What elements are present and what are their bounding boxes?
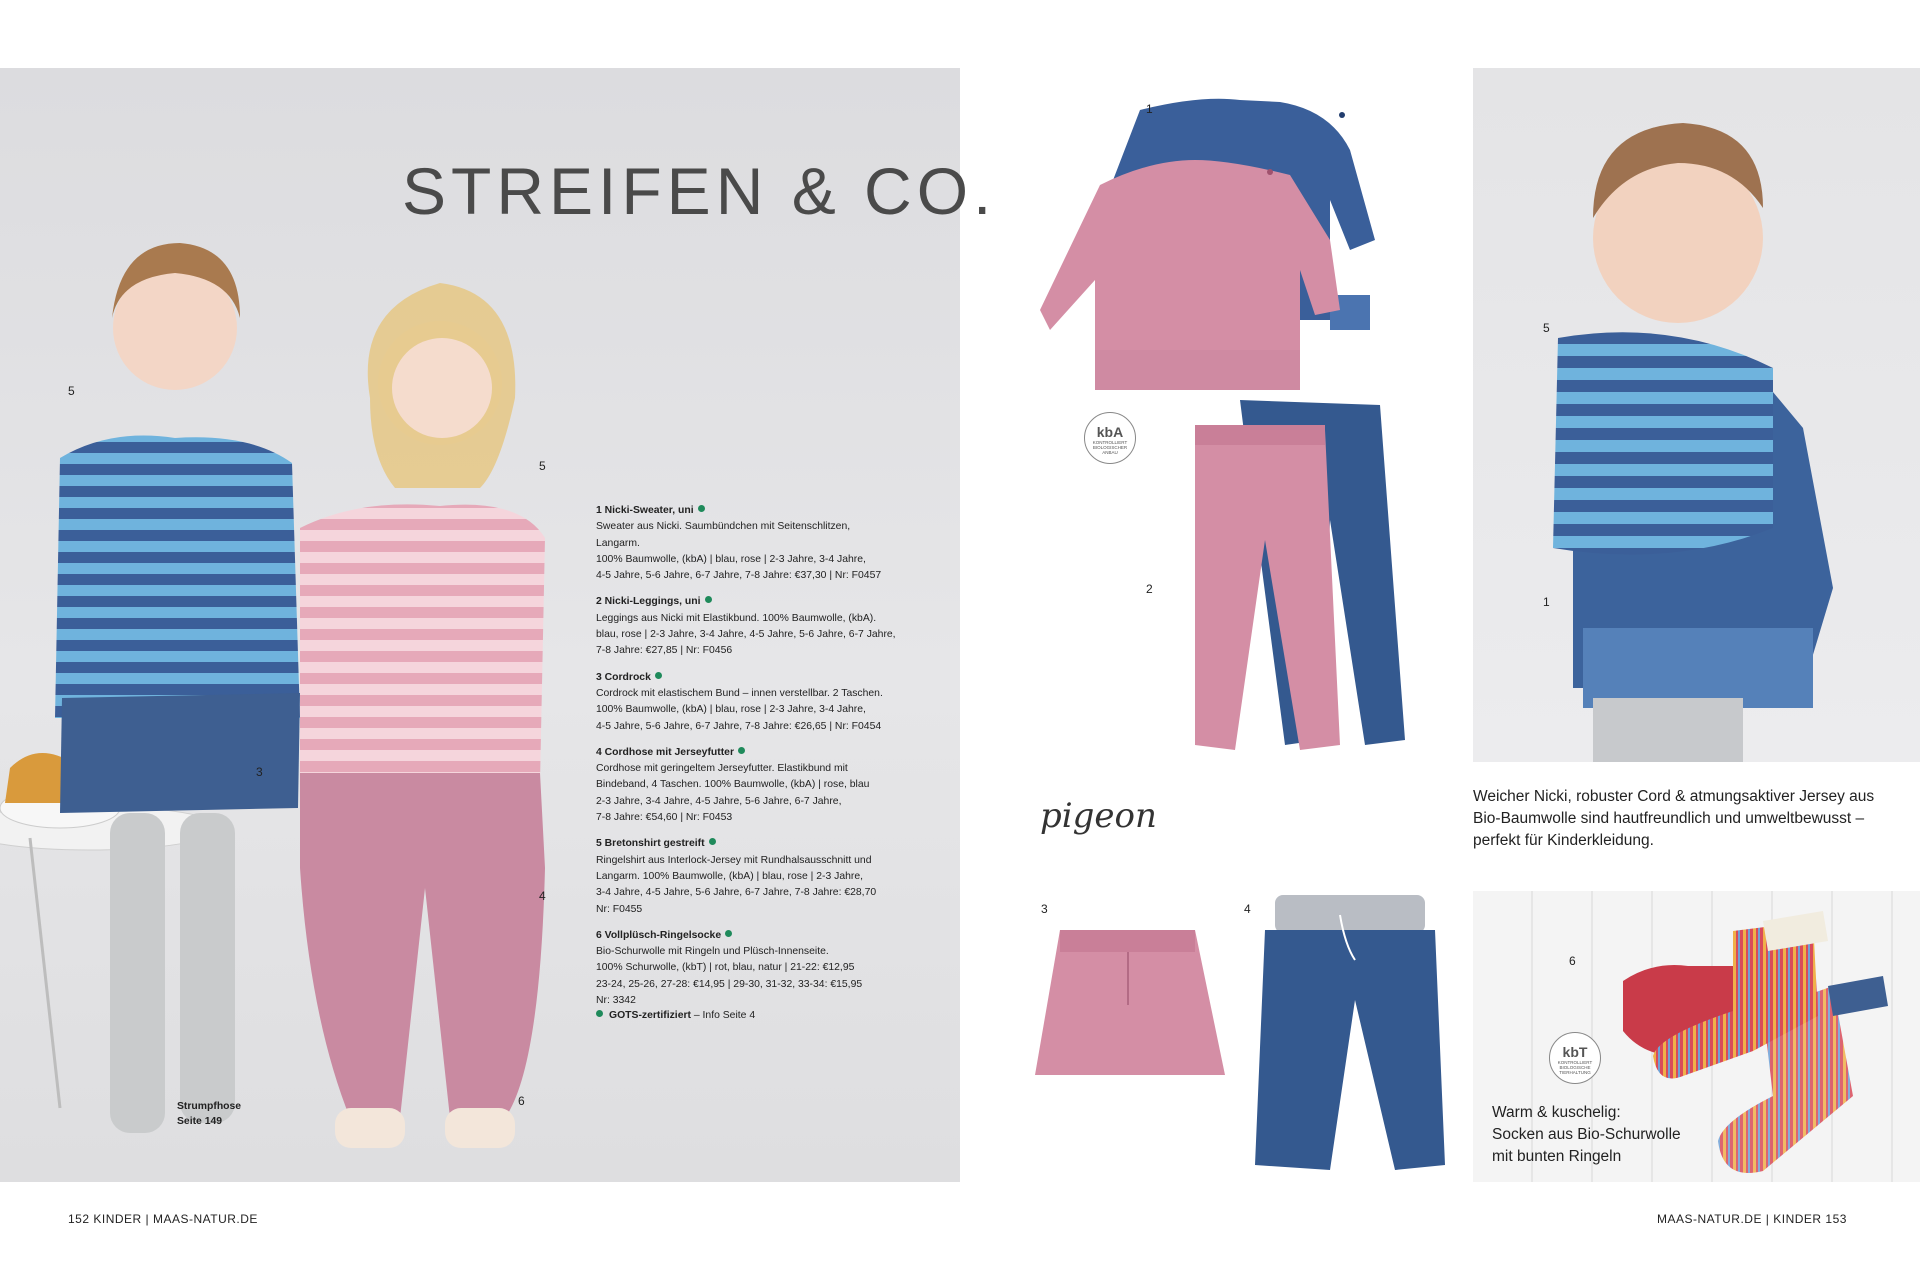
- item-number-marker: 4: [539, 889, 546, 903]
- corduroy-pants-product-image: [1245, 890, 1445, 1180]
- kba-badge-subtitle: KONTROLLIERT BIOLOGISCHER ANBAU: [1092, 440, 1128, 455]
- boy-photo: [1473, 68, 1920, 762]
- gots-dot-icon: [596, 1010, 603, 1017]
- skirt-product-image: [1030, 925, 1240, 1085]
- product-line: Sweater aus Nicki. Saumbündchen mit Seitenschlitzen, Langarm.: [596, 521, 851, 549]
- product-entry: [596, 503, 896, 584]
- product-entry: [596, 594, 896, 659]
- item-number-marker: 1: [1146, 102, 1153, 116]
- product-entry: [596, 670, 896, 735]
- product-entry: [596, 745, 896, 826]
- socks-caption-line: Warm & kuschelig:: [1492, 1104, 1621, 1121]
- gots-dot-icon: [655, 672, 662, 679]
- boy-photo-illustration: [1473, 68, 1920, 762]
- product-line: Leggings aus Nicki mit Elastikbund. 100% Baumwolle, (kbA).: [596, 612, 877, 624]
- tights-page: Seite 149: [177, 1116, 223, 1127]
- product-entry: [596, 836, 896, 917]
- item-number-marker: 6: [518, 1094, 525, 1108]
- product-line: 23-24, 25-26, 27-28: €14,95 | 29-30, 31-32, 33-34: €15,95: [596, 978, 863, 990]
- product-title: 5 Bretonshirt gestreift: [596, 838, 705, 850]
- page-headline: STREIFEN & CO.: [402, 154, 997, 228]
- item-number-marker: 5: [539, 459, 546, 473]
- item-number-marker: 4: [1244, 902, 1251, 916]
- item-number-marker: 5: [1543, 321, 1550, 335]
- gots-suffix: – Info Seite 4: [690, 1010, 756, 1021]
- product-title: 2 Nicki-Leggings, uni: [596, 596, 701, 608]
- product-line: Nr: F0455: [596, 903, 643, 915]
- item-number-marker: 5: [68, 384, 75, 398]
- gots-note: [596, 1010, 755, 1021]
- gots-dot-icon: [705, 596, 712, 603]
- gots-dot-icon: [725, 930, 732, 937]
- kbt-badge-subtitle: KONTROLLIERT BIOLOGISCHE TIERHALTUNG: [1557, 1060, 1593, 1075]
- product-title: 6 Vollplüsch-Ringelsocke: [596, 929, 722, 941]
- product-line: 4-5 Jahre, 5-6 Jahre, 6-7 Jahre, 7-8 Jahre: €37,30 | Nr: F0457: [596, 570, 882, 582]
- sweater-product-image: [1030, 90, 1450, 390]
- product-entry: [596, 928, 896, 1009]
- kba-badge-title: kbA: [1096, 424, 1124, 440]
- product-line: Bio-Schurwolle mit Ringeln und Plüsch-Innenseite.: [596, 946, 829, 958]
- product-line: 100% Baumwolle, (kbA) | blau, rose | 2-3 Jahre, 3-4 Jahre,: [596, 704, 866, 716]
- item-number-marker: 6: [1569, 954, 1576, 968]
- product-line: Langarm. 100% Baumwolle, (kbA) | blau, rose | 2-3 Jahre,: [596, 870, 864, 882]
- product-title: 3 Cordrock: [596, 671, 651, 683]
- product-line: Nr: 3342: [596, 995, 636, 1007]
- pigeon-brand-logo: pigeon: [1040, 796, 1157, 836]
- product-line: 7-8 Jahre: €27,85 | Nr: F0456: [596, 645, 733, 657]
- product-title: 1 Nicki-Sweater, uni: [596, 505, 694, 516]
- socks-caption-line: Socken aus Bio-Schurwolle: [1492, 1126, 1681, 1143]
- tights-label: Strumpfhose: [177, 1101, 242, 1112]
- product-line: Cordrock mit elastischem Bund – innen verstellbar. 2 Taschen.: [596, 687, 883, 699]
- gots-dot-icon: [698, 505, 705, 512]
- kbt-badge: [1549, 1032, 1601, 1084]
- item-number-marker: 1: [1543, 595, 1550, 609]
- product-line: Cordhose mit geringeltem Jerseyfutter. Elastikbund mit: [596, 763, 848, 775]
- product-descriptions: [596, 503, 896, 1019]
- gots-dot-icon: [738, 747, 745, 754]
- feature-caption: Weicher Nicki, robuster Cord & atmungsaktiver Jersey aus Bio-Baumwolle sind hautfreundlich und umweltbewusst – perfekt für Kinderkleidung.: [1473, 788, 1875, 849]
- product-line: 3-4 Jahre, 4-5 Jahre, 5-6 Jahre, 6-7 Jahre, 7-8 Jahre: €28,70: [596, 887, 877, 899]
- socks-caption: [1492, 1102, 1732, 1168]
- product-line: 100% Baumwolle, (kbA) | blau, rose | 2-3 Jahre, 3-4 Jahre,: [596, 553, 866, 565]
- product-line: blau, rose | 2-3 Jahre, 3-4 Jahre, 4-5 Jahre, 5-6 Jahre, 6-7 Jahre,: [596, 629, 896, 641]
- item-number-marker: 2: [1146, 582, 1153, 596]
- product-line: 100% Schurwolle, (kbT) | rot, blau, natur | 21-22: €12,95: [596, 962, 855, 974]
- product-line: 7-8 Jahre: €54,60 | Nr: F0453: [596, 812, 733, 824]
- tights-reference: [177, 1099, 241, 1129]
- footer-left: 152 KINDER | MAAS-NATUR.DE: [68, 1212, 258, 1226]
- gots-label: GOTS-zertifiziert: [609, 1010, 691, 1021]
- product-line: 4-5 Jahre, 5-6 Jahre, 6-7 Jahre, 7-8 Jahre: €26,65 | Nr: F0454: [596, 720, 882, 732]
- gots-dot-icon: [709, 838, 716, 845]
- item-number-marker: 3: [1041, 902, 1048, 916]
- leggings-product-image: [1170, 400, 1420, 760]
- socks-caption-line: mit bunten Ringeln: [1492, 1148, 1622, 1165]
- kbt-badge-title: kbT: [1562, 1044, 1588, 1060]
- product-line: Bindeband, 4 Taschen. 100% Baumwolle, (kbA) | rose, blau: [596, 779, 870, 791]
- kba-badge: [1084, 412, 1136, 464]
- product-title: 4 Cordhose mit Jerseyfutter: [596, 746, 735, 758]
- item-number-marker: 3: [256, 765, 263, 779]
- product-line: 2-3 Jahre, 3-4 Jahre, 4-5 Jahre, 5-6 Jahre, 6-7 Jahre,: [596, 795, 842, 807]
- product-line: Ringelshirt aus Interlock-Jersey mit Rundhalsausschnitt und: [596, 854, 872, 866]
- footer-right: MAAS-NATUR.DE | KINDER 153: [1657, 1212, 1847, 1226]
